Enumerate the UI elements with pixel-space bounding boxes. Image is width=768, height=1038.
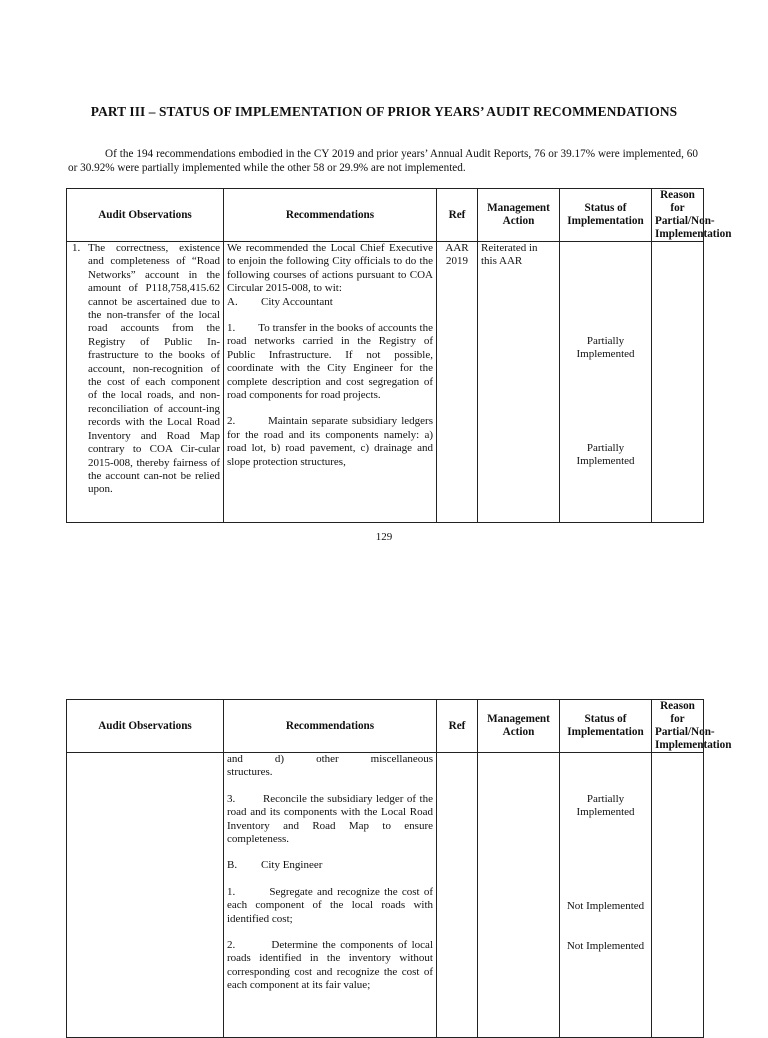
header-ref: Ref	[437, 700, 478, 753]
section-b-title: City Engineer	[261, 859, 323, 872]
recommendation-item-b1: 1. Segregate and recognize the cost of each component of the local roads with identified cost;	[227, 885, 436, 925]
header-status: Status of Implementation	[560, 189, 652, 242]
header-management-action: Management Action	[478, 700, 560, 753]
recommendation-item-2: 2. Maintain separate subsidiary ledgers for the road and its components namely: a) road lot, b) road pavement, c) drainage and slope protection structures,	[227, 415, 436, 468]
reason-cell	[652, 242, 704, 523]
section-a-label: A.	[227, 295, 238, 308]
recommendation-section-b	[227, 859, 433, 872]
status-item-3: Partially Implemented	[576, 793, 635, 819]
reason-cell	[652, 753, 704, 1038]
recommendation-intro: We recommended the Local Chief Executive to enjoin the following City officials to do the following courses of actions pursuant to COA Circular 2015-008, to wit:	[227, 242, 433, 295]
status-item-2: Partially Implemented	[576, 441, 635, 468]
header-reason: Reason for Partial/Non-Implementation	[652, 700, 704, 753]
page-title: PART III – STATUS OF IMPLEMENTATION OF PRIOR YEARS’ AUDIT RECOMMENDATIONS	[90, 104, 678, 119]
recommendation-continuation: and d) other miscellaneous structures.	[227, 753, 433, 779]
intro-paragraph: Of the 194 recommendations embodied in the CY 2019 and prior years’ Annual Audit Reports, 76 or 39.17% were implemented, 60 or 30.92% were partially implemented while the other 58 or 29.9% are not implemented.	[68, 148, 698, 174]
header-management-action: Management Action	[478, 189, 560, 242]
observation-cell	[67, 753, 224, 1038]
header-audit-observations: Audit Observations	[67, 189, 224, 242]
observation-text: The correctness, existence and completeness of “Road Networks” account in the amount of P118,758,415.62 cannot be ascertained due to the non-transfer of the local road accounts from the Registry of Public In-frastructure to the books of account, non-recognition of the cost of each component of the local roads, and non-reconciliation of account-ing records with the Local Road Inventory and Road Map contrary to COA Cir-cular 2015-008, thereby fairness of the account can-not be relied upon.	[88, 242, 220, 496]
audit-table-2	[66, 699, 732, 1038]
ref-cell: AAR 2019	[437, 242, 478, 523]
page-number: 129	[375, 531, 393, 543]
status-cell	[560, 242, 652, 523]
management-action-cell: Reiterated in this AAR	[478, 242, 560, 523]
management-action-cell	[478, 753, 560, 1038]
header-status: Status of Implementation	[560, 700, 652, 753]
header-reason: Reason for Partial/Non-Implementation	[652, 189, 704, 242]
recommendation-cell	[224, 753, 437, 1038]
section-b-label: B.	[227, 859, 238, 872]
header-ref: Ref	[437, 189, 478, 242]
table-header-row	[67, 700, 704, 753]
table-header-row	[67, 189, 704, 242]
ref-cell	[437, 753, 478, 1038]
status-item-b2: Not Implemented	[566, 940, 645, 953]
status-item-b1: Not Implemented	[566, 899, 645, 912]
recommendation-section-a	[227, 296, 433, 309]
recommendation-item-b2: 2. Determine the components of local roads identified in the inventory without corresponding cost and recognize the cost of each component at its fair value;	[227, 939, 436, 992]
recommendation-item-1: 1. To transfer in the books of accounts the road networks carried in the Registry of Public Infrastructure. If not possible, coordinate with the City Engineer for the complete description and cost segregation of road components for road projects.	[227, 322, 436, 402]
header-audit-observations: Audit Observations	[67, 700, 224, 753]
recommendation-cell	[224, 242, 437, 523]
header-recommendations: Recommendations	[224, 700, 437, 753]
recommendation-item-3: 3. Reconcile the subsidiary ledger of the road and its components with the Local Road Inventory and Road Map to ensure completeness.	[227, 792, 436, 846]
header-recommendations: Recommendations	[224, 189, 437, 242]
table-row	[67, 242, 704, 523]
section-a-title: City Accountant	[261, 295, 333, 308]
audit-table-1	[66, 188, 732, 523]
table-row	[67, 753, 704, 1038]
observation-cell	[67, 242, 224, 523]
observation-number: 1.	[72, 242, 81, 254]
status-cell	[560, 753, 652, 1038]
status-item-1: Partially Implemented	[576, 335, 635, 361]
